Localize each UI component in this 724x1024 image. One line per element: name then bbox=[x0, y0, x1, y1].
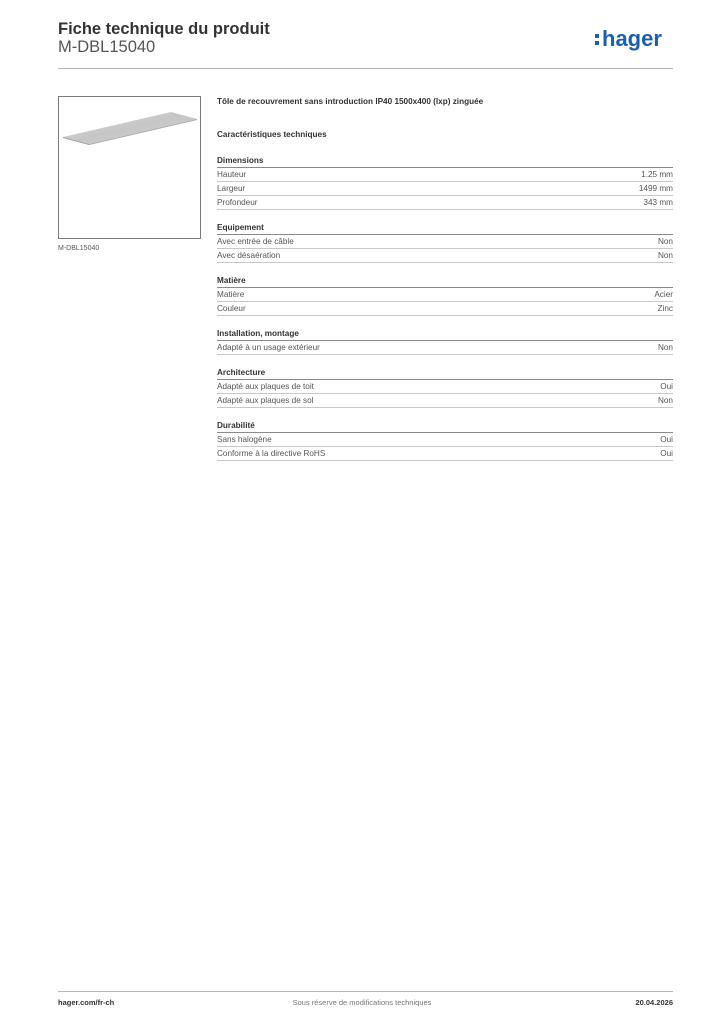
footer-website-link[interactable]: hager.com/fr-ch bbox=[58, 998, 115, 1007]
spec-label: Adapté aux plaques de sol bbox=[217, 396, 314, 405]
spec-row bbox=[217, 288, 673, 302]
section-equipement bbox=[217, 222, 673, 263]
spec-content bbox=[217, 96, 673, 461]
spec-row bbox=[217, 433, 673, 447]
spec-value: Oui bbox=[660, 435, 673, 444]
spec-row bbox=[217, 341, 673, 355]
spec-label: Hauteur bbox=[217, 170, 247, 179]
footer-divider bbox=[58, 991, 673, 992]
hager-logo[interactable] bbox=[594, 26, 674, 52]
spec-value: Oui bbox=[660, 382, 673, 391]
spec-label: Avec entrée de câble bbox=[217, 237, 294, 246]
section-title: Equipement bbox=[217, 222, 673, 235]
spec-label: Sans halogène bbox=[217, 435, 272, 444]
spec-value: Non bbox=[657, 343, 673, 352]
spec-label: Conforme à la directive RoHS bbox=[217, 449, 326, 458]
spec-row bbox=[217, 196, 673, 210]
spec-row bbox=[217, 302, 673, 316]
product-description: Tôle de recouvrement sans introduction IP40 1500x400 (lxp) zinguée bbox=[217, 97, 484, 106]
spec-label: Avec désaération bbox=[217, 251, 281, 260]
spec-value: Non bbox=[657, 237, 673, 246]
spec-label: Profondeur bbox=[217, 198, 258, 207]
section-title: Installation, montage bbox=[217, 328, 673, 341]
spec-value: Zinc bbox=[657, 304, 673, 313]
spec-row bbox=[217, 447, 673, 461]
spec-row bbox=[217, 182, 673, 196]
section-title: Dimensions bbox=[217, 155, 673, 168]
product-image bbox=[58, 96, 201, 239]
section-dimensions bbox=[217, 155, 673, 210]
header-divider bbox=[58, 68, 673, 69]
image-caption: M-DBL15040 bbox=[58, 245, 100, 252]
section-durabilite bbox=[217, 420, 673, 461]
footer-disclaimer: Sous réserve de modifications techniques bbox=[292, 998, 432, 1007]
product-reference: M-DBL15040 bbox=[58, 38, 156, 56]
cover-plate-illustration bbox=[59, 97, 200, 238]
page-title: Fiche technique du produit bbox=[58, 20, 270, 38]
spec-value: 1499 mm bbox=[638, 184, 673, 193]
spec-value: Non bbox=[657, 251, 673, 260]
spec-value: Oui bbox=[660, 449, 673, 458]
spec-row bbox=[217, 380, 673, 394]
section-title: Matière bbox=[217, 275, 673, 288]
tech-heading: Caractéristiques techniques bbox=[217, 130, 327, 139]
spec-value: Acier bbox=[654, 290, 673, 299]
spec-row bbox=[217, 249, 673, 263]
spec-value: 1.25 mm bbox=[641, 170, 673, 179]
section-installation bbox=[217, 328, 673, 355]
section-title: Durabilité bbox=[217, 420, 673, 433]
spec-label: Couleur bbox=[217, 304, 246, 313]
spec-label: Adapté à un usage extérieur bbox=[217, 343, 320, 352]
spec-label: Largeur bbox=[217, 184, 246, 193]
spec-value: 343 mm bbox=[643, 198, 673, 207]
spec-row bbox=[217, 394, 673, 408]
spec-label: Adapté aux plaques de toit bbox=[217, 382, 314, 391]
section-matiere bbox=[217, 275, 673, 316]
section-title: Architecture bbox=[217, 367, 673, 380]
spec-row bbox=[217, 168, 673, 182]
spec-label: Matière bbox=[217, 290, 245, 299]
spec-value: Non bbox=[657, 396, 673, 405]
footer-date: 20.04.2026 bbox=[635, 998, 673, 1007]
logo-text: hager bbox=[602, 26, 662, 51]
section-architecture bbox=[217, 367, 673, 408]
spec-row bbox=[217, 235, 673, 249]
